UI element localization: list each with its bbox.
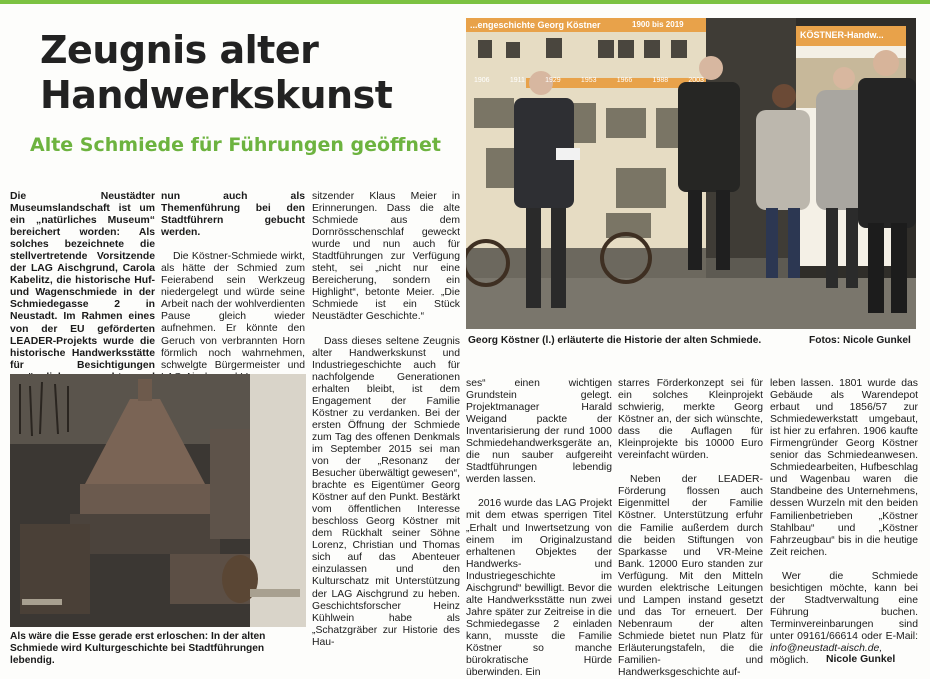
author-signature: Nicole Gunkel xyxy=(826,654,896,665)
contact-text: Wer die Schmiede besichtigen möchte, kann bei der Stadtverwaltung eine Führung buchen. Terminvereinbarungen sind unter 09161/66614 oder E-Mail: xyxy=(770,570,918,642)
article-column-5 xyxy=(618,378,763,679)
timeline-year: 1911 xyxy=(509,77,525,84)
body-paragraph: ses“ einen wichtigen Grundstein gelegt. Projektmanager Harald Weigand packte der Inventarisierung der rund 1000 Schmiedehandwerksgeräte an, die nun sauber aufgereiht Stadtführungen lebendig werden lassen. xyxy=(466,378,612,486)
top-accent-bar xyxy=(0,0,930,4)
board-years: 1900 bis 2019 xyxy=(632,20,684,29)
banner-text: KÖSTNER-Handw... xyxy=(800,30,884,40)
body-paragraph: 2016 wurde das LAG Projekt mit dem etwas sperrigen Titel „Erhalt und Inwertsetzung von einem im Originalzustand erhaltenen Objektes der Handwerks- und Industriegeschichte im Aischgrund“ bewilligt. Bevor die alte Handwerksstätte nun zwei Jahre später zur Zeitreise in die Schmiedegasse 2 einladen kann, musste die Familie Köstner so manche bürokratische Hürde überwinden. Ein xyxy=(466,498,612,679)
timeline-year: 1966 xyxy=(616,77,633,84)
timeline-year: 2003 xyxy=(688,77,704,84)
email-link[interactable]: info@neustadt-aisch.de, xyxy=(770,642,883,654)
timeline-year: 1988 xyxy=(652,77,669,84)
headline-line-1: Zeugnis alter xyxy=(40,28,319,72)
headline xyxy=(40,28,440,118)
body-paragraph: Dass dieses seltene Zeugnis alter Handwerkskunst und Industriegeschichte auch für nachfolgende Generationen erhalten bleibt, ist dem Engagement der Familie Köstner zu verdanken. Bei der ersten Öffnung der Schmiede zum Tag des offenen Denkmals im September 2015 sei man von der „Resonanz der Besucher überwältigt gewesen“, brachte es Eigentümer Georg Köstner auf den Punkt. Bestärkt vom öffentlichen Interesse beschloss Georg Köstner mit dem Rückhalt seiner Söhne Lorenz, Christian und Thomas sich auf das Abenteuer einzulassen und den Kulturschatz mit Unterstützung der LAG Aischgrund zu heben. Geschichtsforscher Heinz Kühlwein habe als „Schatzgräber zur Historie des Hau- xyxy=(312,335,460,648)
article-column-4 xyxy=(466,378,612,679)
forge-photo-illustration xyxy=(10,374,306,627)
subheadline: Alte Schmiede für Führungen geöffnet xyxy=(30,134,441,156)
intro-paragraph-end: nun auch als Themenführung bei den Stadtführern gebucht werden. xyxy=(161,191,305,239)
article-column-1 xyxy=(10,191,155,396)
photo-exhibition xyxy=(466,18,916,329)
body-paragraph: sitzender Klaus Meier in Erinnerungen. Dass die alte Schmiede aus dem Dornrösschenschlaf geweckt wurde und nun auch für Stadtführungen zur Verfügung steht, sei „nicht nur eine Bereicherung, sondern ein Highlight“, betonte Meier. „Die Schmiede ist ein Stück Neustädter Geschichte.“ xyxy=(312,191,460,323)
photo-caption-forge: Als wäre die Esse gerade erst erloschen: In der alten Schmiede wird Kulturgeschichte bei Stadtführungen lebendig. xyxy=(10,631,266,666)
timeline-year: 1906 xyxy=(474,77,490,84)
intro-paragraph: Die Neustädter Museumslandschaft ist um ein „natürliches Museum“ bereichert worden: Als solches bezeichnete die stellvertretende Vorsitzende der LAG Aischgrund, Carola Kabelitz, die historische Huf- und Wagenschmiede in der Schmiedegasse 2 in Neustadt. Im Rahmen eines von der EU geförderten LEADER-Projekts wurde die historische Handwerksstätte für Besichtigungen xyxy=(10,191,155,371)
photo-forge xyxy=(10,374,306,627)
photo-caption-top: Georg Köstner (l.) erläuterte die Historie der alten Schmiede. xyxy=(468,335,762,346)
body-paragraph: leben lassen. 1801 wurde das Gebäude als Warendepot erbaut und 1856/57 zur Schmiedewerkstatt umgebaut, ist hier zu erfahren. 1906 kaufte Firmengründer Georg Köstner senior das Schmiedeanwesen. Schmiedearbeiten, Hufbeschlag und Wagenbau waren die Standbeine des Unternehmens, dessen Wurzeln mit den beiden Familienbetrieben „Köstner Stahlbau“ und „Köstner Fahrzeugbau“ bis in die heutige Zeit reichen. xyxy=(770,378,918,558)
body-paragraph: Neben der LEADER-Förderung flossen auch Eigenmittel der Familie Köstner. Unterstützung erfuhr die Familie außerdem durch die beiden Stiftungen von Sparkasse und VR-Meine Bank. 12000 Euro standen zur Verfügung. Mit den Mitteln wurden elektrische Leitungen und Lampen instand gesetzt und das Tor erneuert. Der Nebenraum der alten Schmiede bietet nun Platz für Erläuterungstafeln, die die Familien- und Handwerksgeschichte auf- xyxy=(618,474,763,679)
article-column-2 xyxy=(161,191,305,384)
board-title: ...engeschichte Georg Köstner xyxy=(470,20,601,30)
exhibition-photo-illustration xyxy=(466,18,916,329)
article-column-3 xyxy=(312,191,460,649)
body-paragraph xyxy=(770,571,918,667)
article-column-6 xyxy=(770,378,918,667)
contact-end: möglich. xyxy=(770,655,809,667)
photo-credit: Fotos: Nicole Gunkel xyxy=(809,335,911,346)
timeline-year: 1929 xyxy=(545,77,561,84)
body-paragraph: Die Köstner-Schmiede wirkt, als hätte der Schmied zum Feierabend sein Werkzeug niedergelegt und würde seine Arbeit nach der wohlverdienten Pause gleich wieder aufnehmen. Er könnte den Geruch von verbrannten Horn förmlich noch wahrnehmen, schwelgte Bürgermeister und xyxy=(161,251,305,371)
headline-line-2: Handwerkskunst xyxy=(40,73,393,117)
timeline xyxy=(474,77,704,84)
timeline-year: 1953 xyxy=(580,77,597,84)
body-paragraph: starres Förderkonzept sei für ein solches Kleinprojekt schwierig, merkte Georg Köstner an, der sich wünschte, dass die Auflagen für Kleinprojekte bis 10000 Euro vereinfacht würden. xyxy=(618,378,763,462)
